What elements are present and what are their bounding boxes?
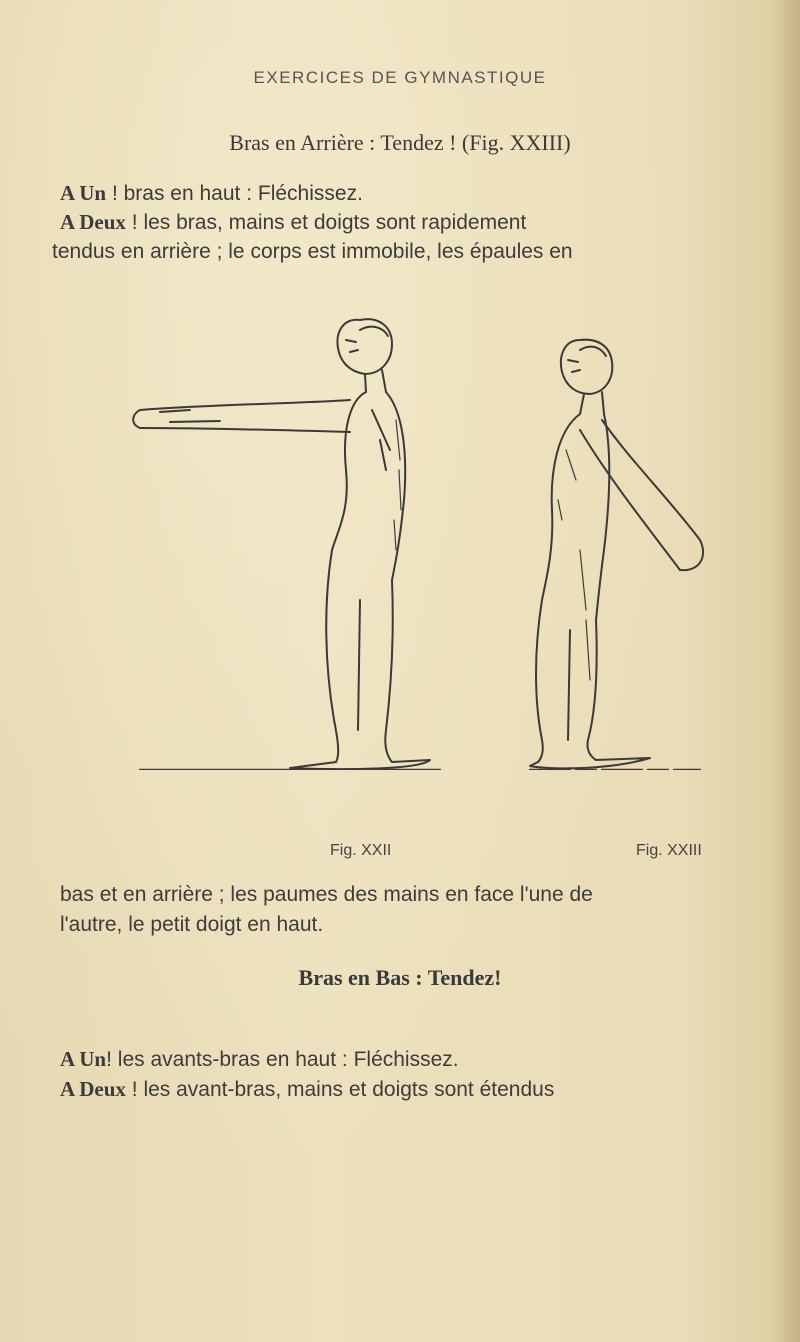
instruction-lead: A Deux: [60, 1077, 126, 1101]
instruction-line: [60, 178, 740, 209]
instruction-line: [60, 207, 740, 238]
instruction-lead: A Un: [60, 1047, 107, 1071]
instruction-text: ! les bras, mains et doigts sont rapidement: [125, 211, 527, 234]
continuation-line: bas et en arrière ; les paumes des mains en face l'une de: [60, 883, 593, 906]
instruction-lead: A Deux: [60, 210, 126, 234]
figure-xxiii-drawing: [530, 340, 703, 769]
instruction-line: [60, 1074, 740, 1105]
instruction-text: ! les avants-bras en haut : Fléchissez.: [106, 1048, 459, 1071]
section-title-bras-en-bas: Bras en Bas : Tendez!: [298, 965, 502, 990]
figure-caption-xxii: Fig. XXII: [330, 842, 392, 859]
instruction-text: ! les avant-bras, mains et doigts sont étendus: [125, 1078, 555, 1101]
figure-caption-xxiii: Fig. XXIII: [636, 842, 702, 859]
figure-xxii-drawing: [133, 319, 430, 769]
figures-illustration: [110, 300, 710, 770]
instruction-lead: A Un: [60, 181, 107, 205]
instruction-line: [60, 1044, 740, 1075]
running-head: EXERCICES DE GYMNASTIQUE: [253, 68, 547, 87]
continuation-line: l'autre, le petit doigt en haut.: [60, 913, 324, 936]
page-edge-shadow: [772, 0, 800, 1342]
instruction-line: tendus en arrière ; le corps est immobile, les épaules en: [52, 240, 573, 263]
instruction-text: ! bras en haut : Fléchissez.: [106, 182, 363, 205]
section-title-bras-en-arriere: Bras en Arrière : Tendez ! (Fig. XXIII): [229, 130, 571, 155]
